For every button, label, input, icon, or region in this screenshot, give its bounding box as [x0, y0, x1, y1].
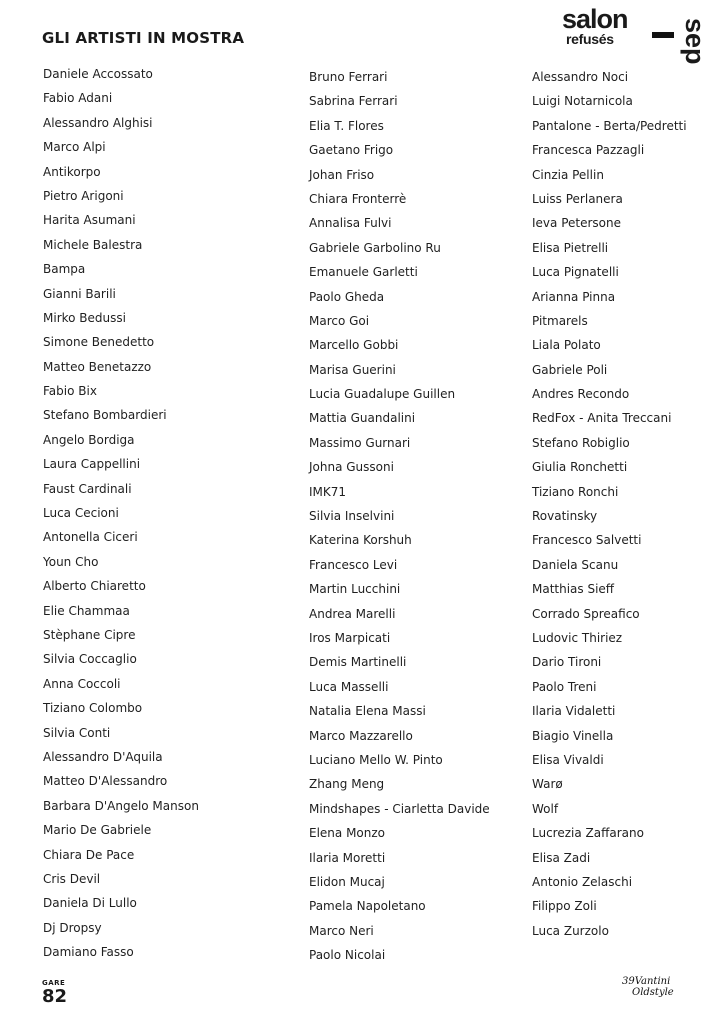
artist-name: Cinzia Pellin: [532, 167, 604, 182]
artist-name: Damiano Fasso: [43, 945, 134, 960]
artist-name: Marco Goi: [309, 313, 370, 328]
artist-name: Ilaria Moretti: [309, 850, 386, 865]
artist-name: Dario Tironi: [532, 655, 602, 670]
artist-name: Cris Devil: [43, 871, 101, 886]
artist-name: Pantalone - Berta/Pedretti: [532, 118, 687, 133]
artist-name: Elisa Vivaldi: [532, 752, 604, 767]
artist-name: Dj Dropsy: [43, 920, 102, 935]
artist-name: Pietro Arigoni: [43, 188, 124, 203]
artist-name: RedFox - Anita Treccani: [532, 411, 672, 426]
artist-name: Luca Pignatelli: [532, 265, 619, 280]
artist-name: IMK71: [309, 484, 347, 499]
artist-name: Marco Alpi: [43, 140, 106, 155]
artist-name: Gaetano Frigo: [309, 143, 394, 158]
artist-name: Daniela Scanu: [532, 557, 619, 572]
artist-name: Corrado Spreafico: [532, 606, 640, 621]
logo-refuses-text: refusés: [566, 31, 614, 47]
artist-name: Simone Benedetto: [43, 335, 155, 350]
signature-line-2: Oldstyle: [632, 987, 674, 998]
artist-name: Pitmarels: [532, 313, 588, 328]
artist-name: Tiziano Colombo: [43, 701, 143, 716]
artist-name: Iros Marpicati: [309, 630, 391, 645]
artist-name: Chiara De Pace: [43, 847, 135, 862]
artist-name: Mario De Gabriele: [43, 823, 152, 838]
section-label: GARE: [42, 979, 66, 987]
artist-name: Lucia Guadalupe Guillen: [309, 387, 456, 402]
artist-name: Tiziano Ronchi: [532, 484, 619, 499]
artist-column-1: [43, 62, 243, 964]
artist-name: Marco Neri: [309, 923, 374, 938]
artist-name: Alessandro Alghisi: [43, 115, 153, 130]
artist-name: Gabriele Poli: [532, 362, 608, 377]
artist-name: Massimo Gurnari: [309, 435, 411, 450]
artist-name: Warø: [532, 777, 563, 792]
artist-name: Luca Masselli: [309, 679, 389, 694]
artist-name: Silvia Conti: [43, 725, 111, 740]
logo-salon-text: salon: [562, 4, 628, 34]
page-title: GLI ARTISTI IN MOSTRA: [42, 29, 245, 47]
artist-name: Martin Lucchini: [309, 582, 401, 597]
artist-name: Alessandro D'Aquila: [43, 749, 163, 764]
artist-name: Daniela Di Lullo: [43, 896, 137, 911]
artist-name: Silvia Inselvini: [309, 509, 395, 524]
page-footer: [42, 979, 67, 1006]
artist-name: Demis Martinelli: [309, 655, 407, 670]
artist-name: Luciano Mello W. Pinto: [309, 752, 443, 767]
artist-name: Stefano Robiglio: [532, 435, 630, 450]
artist-name: Stefano Bombardieri: [43, 408, 167, 423]
artist-name: Elisa Zadi: [532, 850, 591, 865]
artist-name: Biagio Vinella: [532, 728, 614, 743]
artist-name: Andres Recondo: [532, 387, 630, 402]
artist-name: Stèphane Cipre: [43, 627, 136, 642]
artist-name: Marisa Guerini: [309, 362, 396, 377]
artist-name: Marco Mazzarello: [309, 728, 413, 743]
artist-name: Francesco Levi: [309, 557, 398, 572]
artist-name: Fabio Adani: [43, 91, 113, 106]
artist-name: Andrea Marelli: [309, 606, 396, 621]
artist-name: Liala Polato: [532, 338, 601, 353]
artist-name: Bampa: [43, 262, 86, 277]
artist-name: Ludovic Thiriez: [532, 630, 623, 645]
artist-name: Emanuele Garletti: [309, 265, 418, 280]
artist-name: Elia T. Flores: [309, 118, 384, 133]
artist-name: Katerina Korshuh: [309, 533, 412, 548]
artist-name: Antonio Zelaschi: [532, 874, 633, 889]
artist-name: Matteo D'Alessandro: [43, 774, 168, 789]
artist-name: Lucrezia Zaffarano: [532, 826, 644, 841]
artist-name: Silvia Coccaglio: [43, 652, 137, 667]
artist-name: Elisa Pietrelli: [532, 240, 609, 255]
artist-name: Faust Cardinali: [43, 481, 132, 496]
artist-name: Harita Asumani: [43, 213, 136, 228]
artist-name: Ilaria Vidaletti: [532, 704, 616, 719]
artist-name: Laura Cappellini: [43, 457, 141, 472]
artist-column-3: [532, 65, 721, 943]
artist-name: Matteo Benetazzo: [43, 359, 152, 374]
artist-name: Pamela Napoletano: [309, 899, 426, 914]
signature-line-1: 39Vantini: [622, 976, 671, 987]
artist-name: Mirko Bedussi: [43, 310, 126, 325]
artist-name: Antikorpo: [43, 164, 101, 179]
artist-name: Johna Gussoni: [309, 460, 394, 475]
artist-name: Natalia Elena Massi: [309, 704, 426, 719]
artist-name: Matthias Sieff: [532, 582, 615, 597]
artist-name: Zhang Meng: [309, 777, 385, 792]
artist-name: Luigi Notarnicola: [532, 94, 633, 109]
artist-name: Angelo Bordiga: [43, 432, 135, 447]
artist-name: Bruno Ferrari: [309, 70, 388, 84]
artist-name: Rovatinsky: [532, 509, 598, 524]
artist-name: Elidon Mucaj: [309, 874, 385, 889]
artist-name: Daniele Accossato: [43, 67, 153, 81]
logo-sep-text: sep: [680, 18, 710, 65]
artist-name: Gabriele Garbolino Ru: [309, 240, 441, 255]
artist-name: Arianna Pinna: [532, 289, 616, 304]
salon-refuses-logo: [562, 6, 712, 68]
artist-name: Sabrina Ferrari: [309, 94, 398, 109]
artist-name: Filippo Zoli: [532, 899, 597, 914]
artist-name: Anna Coccoli: [43, 676, 121, 691]
logo-dash: [652, 32, 674, 38]
artist-name: Paolo Gheda: [309, 289, 385, 304]
artist-name: Michele Balestra: [43, 237, 143, 252]
artist-name: Gianni Barili: [43, 286, 116, 301]
artist-name: Luca Cecioni: [43, 506, 119, 521]
artist-name: Johan Friso: [309, 167, 375, 182]
artist-name: Francesco Salvetti: [532, 533, 642, 548]
artist-name: Barbara D'Angelo Manson: [43, 798, 199, 813]
artist-name: Elena Monzo: [309, 826, 386, 841]
artist-name: Luca Zurzolo: [532, 923, 609, 938]
artist-name: Ieva Petersone: [532, 216, 621, 231]
artist-name: Marcello Gobbi: [309, 338, 399, 353]
artist-name: Alberto Chiaretto: [43, 579, 146, 594]
artist-name: Paolo Treni: [532, 679, 597, 694]
artist-name: Annalisa Fulvi: [309, 216, 392, 231]
artist-name: Fabio Bix: [43, 384, 97, 399]
artist-name: Giulia Ronchetti: [532, 460, 628, 475]
signature-logo: [622, 976, 684, 998]
artist-name: Luiss Perlanera: [532, 191, 623, 206]
artist-name: Antonella Ciceri: [43, 530, 138, 545]
artist-name: Paolo Nicolai: [309, 948, 386, 963]
page-number: 82: [42, 986, 68, 1007]
artist-name: Mattia Guandalini: [309, 411, 416, 426]
artist-name: Youn Cho: [43, 554, 99, 569]
artist-name: Elie Chammaa: [43, 603, 130, 618]
artist-column-2: [309, 65, 509, 967]
artist-name: Wolf: [532, 801, 559, 816]
artist-name: Alessandro Noci: [532, 70, 629, 84]
artist-name: Mindshapes - Ciarletta Davide: [309, 801, 490, 816]
artist-name: Chiara Fronterrè: [309, 191, 407, 206]
artist-name: Francesca Pazzagli: [532, 143, 645, 158]
